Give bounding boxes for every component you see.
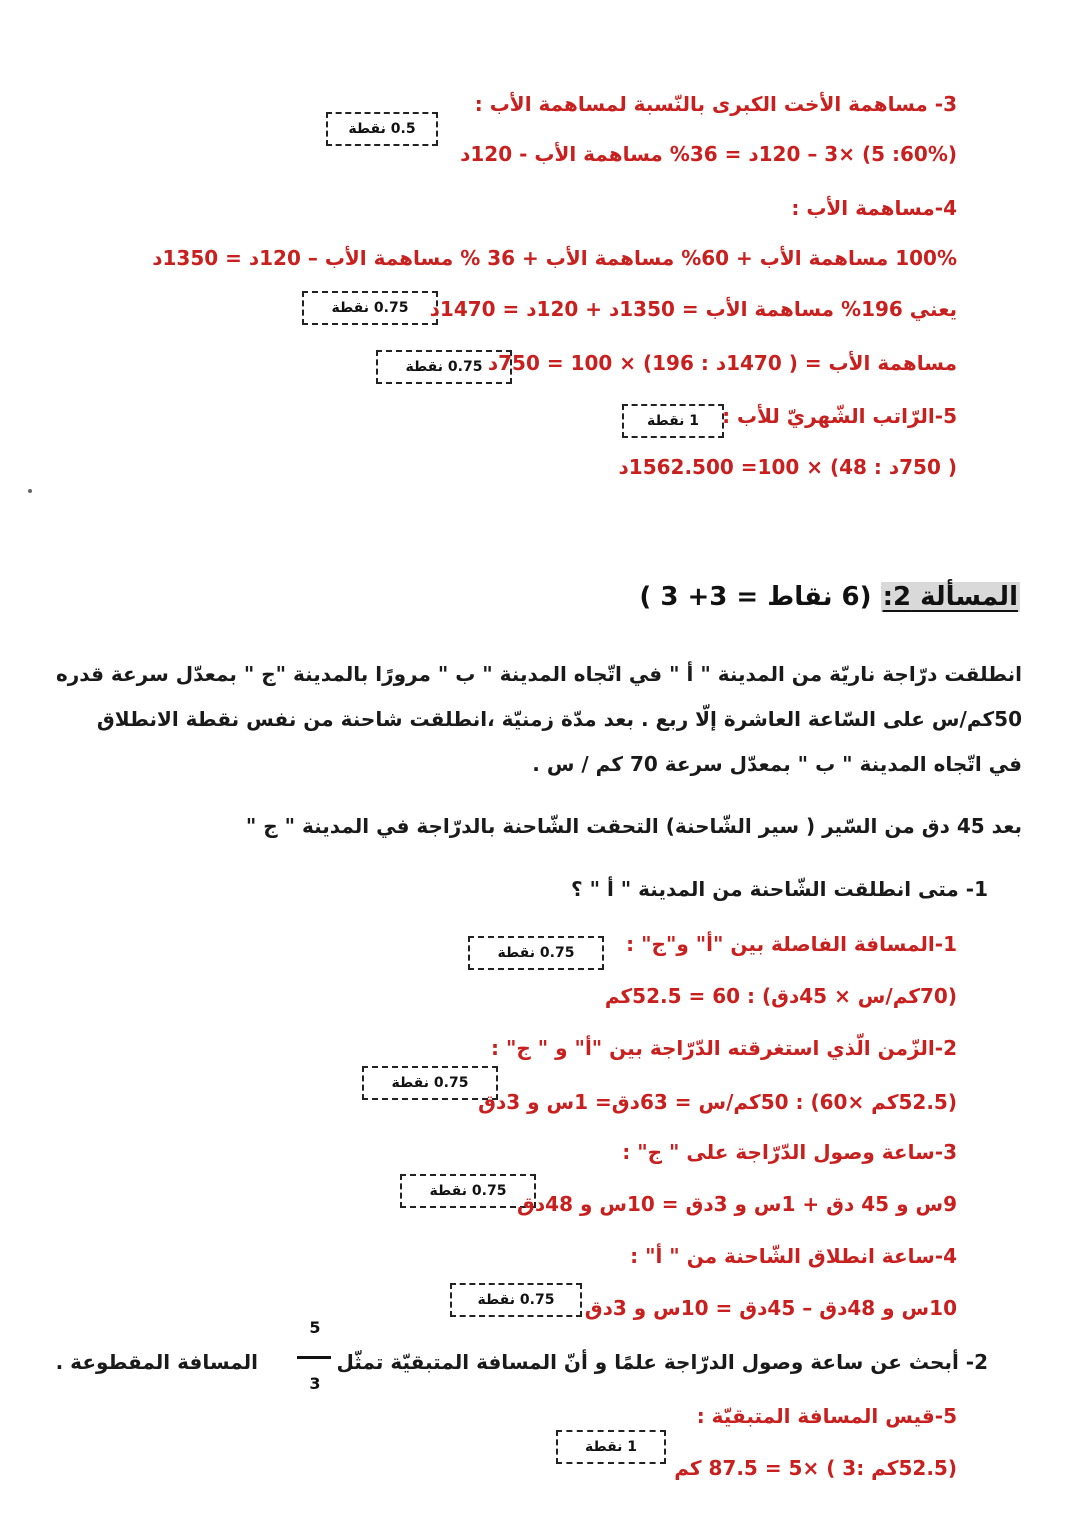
step5-title: 5-قيس المسافة المتبقيّة : [696, 1404, 957, 1428]
step2-calc: (52.5كم ×60) : 50كم/س = 63دق= 1س و 3دق [478, 1090, 957, 1114]
problem2-text-line: 50كم/س على السّاعة العاشرة إلّا ربع . بعد مدّة زمنيّة ،انطلقت شاحنة من نفس نقطة الانطلاق [96, 707, 1022, 731]
step1-title: 1-المسافة الفاصلة بين "أ" و"ج" : [626, 932, 957, 956]
fraction [295, 1318, 335, 1398]
step1-calc: (70كم/س × 45دق) : 60 = 52.5كم [604, 984, 957, 1008]
step2-title: 2-الزّمن الّذي استغرقته الدّرّاجة بين "أ" و " ج" : [490, 1036, 957, 1060]
question-2: 2- أبحث عن ساعة وصول الدرّاجة علمًا و أنّ المسافة المتبقيّة تمثّل [336, 1350, 988, 1374]
question-1: 1- متى انطلقت الشّاحنة من المدينة " أ " ؟ [571, 877, 988, 901]
step3-calc: 9س و 45 دق + 1س و 3دق = 10س و 48دق [517, 1192, 957, 1216]
fraction-numerator: 5 [309, 1318, 321, 1337]
question-2-tail: المسافة المقطوعة . [55, 1350, 258, 1374]
item4-calc1: 100% مساهمة الأب + 60% مساهمة الأب + 36 % مساهمة الأب – 120د = 1350د [152, 246, 957, 270]
points-badge: 0.75 نقطة [400, 1174, 536, 1208]
points-badge: 1 نقطة [556, 1430, 666, 1464]
item4-title: 4-مساهمة الأب : [791, 196, 957, 220]
points-badge: 0.75 نقطة [468, 936, 604, 970]
stray-dot [28, 489, 32, 493]
step5-calc: (52.5كم :3 ) ×5 = 87.5 كم [674, 1456, 957, 1480]
problem2-text-line: بعد 45 دق من السّير ( سير الشّاحنة) التحقت الشّاحنة بالدرّاجة في المدينة " ج " [245, 814, 1022, 838]
points-badge: 0.75 نقطة [362, 1066, 498, 1100]
points-badge: 1 نقطة [622, 404, 724, 438]
problem2-title [639, 582, 1020, 612]
item3-calc: (60%: 5) ×3 – 120د = 36% مساهمة الأب - 120د [460, 142, 957, 166]
step4-calc: 10س و 48دق – 45دق = 10س و 3دق [584, 1296, 957, 1320]
fraction-denominator: 3 [309, 1374, 321, 1393]
points-badge: 0.75 نقطة [450, 1283, 582, 1317]
points-badge: 0.75 نقطة [376, 350, 512, 384]
item4-calc3: مساهمة الأب = ( 1470د : 196) × 100 = 750د [487, 351, 957, 375]
step4-title: 4-ساعة انطلاق الشّاحنة من " أ" : [630, 1244, 957, 1268]
points-badge: 0.5 نقطة [326, 112, 438, 146]
problem2-text-line: انطلقت درّاجة ناريّة من المدينة " أ " في اتّجاه المدينة " ب " مرورًا بالمدينة "ج " بمعدّل سرعة قدره [55, 662, 1022, 686]
points-badge: 0.75 نقطة [302, 291, 438, 325]
problem2-title-points: (6 نقاط = 3+ 3 ) [639, 582, 872, 612]
fraction-bar [297, 1356, 331, 1359]
step3-title: 3-ساعة وصول الدّرّاجة على " ج" : [622, 1140, 957, 1164]
problem2-text-line: في اتّجاه المدينة " ب " بمعدّل سرعة 70 كم / س . [532, 752, 1022, 776]
item3-title: 3- مساهمة الأخت الكبرى بالنّسبة لمساهمة الأب : [474, 92, 957, 116]
problem2-title-label: المسألة 2: [882, 582, 1018, 612]
item5-calc: ( 750د : 48) × 100= 1562.500د [618, 455, 957, 479]
item5-title: 5-الرّاتب الشّهريّ للأب : [722, 404, 957, 428]
item4-calc2: يعني 196% مساهمة الأب = 1350د + 120د = 1470د [429, 297, 957, 321]
